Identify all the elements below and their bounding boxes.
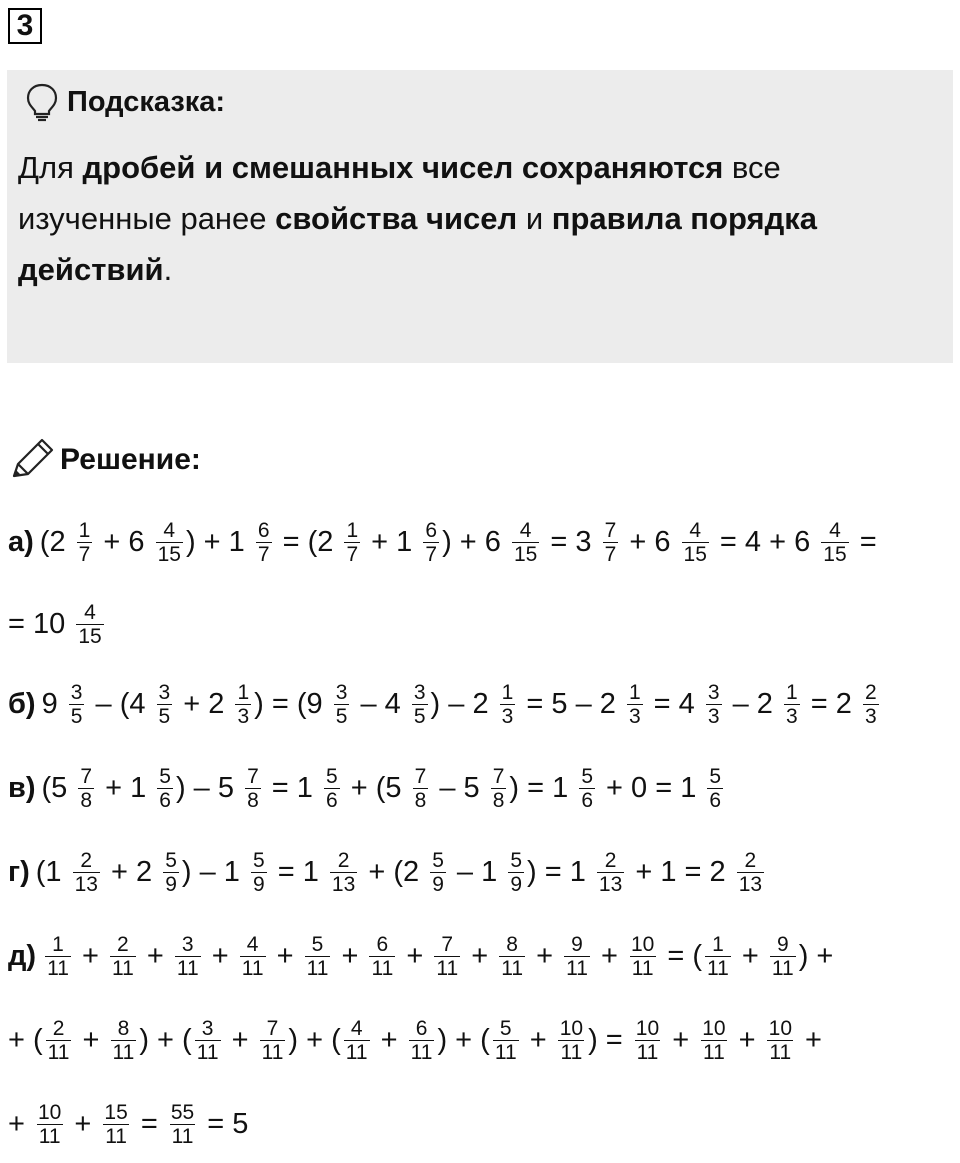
expression-text: – 2 [724, 687, 781, 720]
fraction [73, 849, 100, 896]
expression-text: = 4 [645, 687, 703, 720]
numerator: 6 [425, 518, 438, 542]
numerator: 8 [506, 932, 518, 956]
denominator: 15 [513, 542, 538, 566]
denominator: 6 [159, 788, 171, 812]
numerator: 3 [158, 680, 171, 704]
fraction [110, 933, 136, 980]
numerator: 3 [335, 680, 348, 704]
denominator: 11 [111, 956, 134, 980]
denominator: 11 [47, 1040, 70, 1064]
denominator: 13 [331, 872, 356, 896]
numerator: 4 [163, 518, 176, 542]
denominator: 11 [636, 1040, 659, 1064]
expression-text: + 1 = 2 [627, 855, 734, 888]
denominator: 11 [345, 1040, 368, 1064]
denominator: 3 [707, 704, 720, 728]
fraction [863, 681, 879, 728]
numerator: 1 [78, 518, 91, 542]
numerator: 7 [492, 764, 505, 788]
denominator: 11 [196, 1040, 219, 1064]
expression-text: + [138, 939, 172, 972]
denominator: 5 [335, 704, 348, 728]
denominator: 11 [707, 956, 729, 980]
hint-header [25, 82, 225, 122]
fraction [157, 765, 173, 812]
solution-line [8, 510, 877, 574]
fraction [603, 519, 619, 566]
fraction [512, 519, 539, 566]
hint-text-segment: Для [18, 150, 83, 185]
numerator: 3 [413, 680, 426, 704]
fraction [821, 519, 848, 566]
expression-text: ) – 1 [181, 855, 248, 888]
numerator: 4 [84, 600, 96, 624]
fraction [245, 765, 261, 812]
denominator: 7 [346, 542, 359, 566]
denominator: 7 [425, 542, 438, 566]
numerator: 10 [38, 1100, 62, 1124]
fraction [784, 681, 800, 728]
numerator: 9 [776, 932, 789, 956]
numerator: 3 [181, 932, 194, 956]
denominator: 11 [371, 956, 394, 980]
numerator: 1 [346, 518, 359, 542]
expression-text: = [851, 525, 877, 558]
numerator: 7 [80, 764, 93, 788]
numerator: 1 [237, 680, 250, 704]
expression-text: + [463, 939, 497, 972]
denominator: 15 [683, 542, 707, 566]
fraction [491, 765, 507, 812]
expression-text: = [132, 1107, 166, 1140]
task-number: 3 [8, 8, 42, 44]
expression-text: – 1 [448, 855, 506, 888]
numerator: 5 [252, 848, 265, 872]
denominator: 11 [176, 956, 199, 980]
numerator: 4 [350, 1016, 363, 1040]
denominator: 13 [74, 872, 98, 896]
denominator: 9 [252, 872, 265, 896]
fraction [195, 1017, 221, 1064]
numerator: 9 [571, 932, 583, 956]
numerator: 10 [768, 1016, 792, 1040]
fraction [413, 765, 429, 812]
expression-text: = 1 [263, 771, 321, 804]
expression-text: – 4 [352, 687, 409, 720]
expression-text: + [733, 939, 767, 972]
expression-text: – 5 [431, 771, 488, 804]
denominator: 11 [436, 956, 459, 980]
expression-text: = (2 [274, 525, 342, 558]
expression-text: + [333, 939, 367, 972]
fraction [111, 1017, 137, 1064]
hint-bold-text: правила порядка действий [18, 201, 818, 287]
numerator: 5 [311, 932, 324, 956]
denominator: 11 [631, 956, 654, 980]
numerator: 5 [510, 848, 522, 872]
numerator: 1 [52, 932, 64, 956]
numerator: 7 [441, 932, 454, 956]
pencil-icon [10, 436, 56, 485]
numerator: 2 [604, 848, 617, 872]
expression-text: (5 [41, 771, 76, 804]
denominator: 3 [786, 704, 798, 728]
expression-text: + 2 [175, 687, 233, 720]
expression-text: + (5 [342, 771, 410, 804]
fraction [579, 765, 595, 812]
expression-text: ) – 5 [175, 771, 243, 804]
denominator: 11 [47, 956, 69, 980]
fraction [69, 681, 85, 728]
denominator: 8 [80, 788, 93, 812]
numerator: 6 [376, 932, 389, 956]
fraction [707, 765, 723, 812]
fraction [770, 933, 796, 980]
numerator: 2 [744, 848, 757, 872]
denominator: 5 [158, 704, 171, 728]
denominator: 7 [78, 542, 91, 566]
lightbulb-icon [25, 82, 59, 122]
expression-text: 9 [41, 687, 66, 720]
expression-text: ) + ( [139, 1023, 192, 1056]
numerator: 5 [326, 764, 338, 788]
fraction [564, 933, 590, 980]
expression-text: + 1 [363, 525, 421, 558]
fraction [493, 1017, 519, 1064]
fraction [430, 849, 446, 896]
fraction [169, 1101, 196, 1148]
item-label: в) [8, 771, 36, 804]
denominator: 11 [769, 1040, 792, 1064]
expression-text: + [203, 939, 237, 972]
denominator: 3 [628, 704, 641, 728]
expression-text: + [73, 939, 107, 972]
expression-text: + [8, 1107, 33, 1140]
denominator: 15 [78, 624, 102, 648]
denominator: 3 [501, 704, 514, 728]
fraction [256, 519, 272, 566]
expression-text: ) = 1 [509, 771, 577, 804]
expression-text: ) + 1 [185, 525, 253, 558]
expression-text: = 3 [542, 525, 600, 558]
solution-line [8, 756, 726, 820]
expression-text: = 5 – 2 [518, 687, 624, 720]
denominator: 11 [261, 1040, 284, 1064]
item-label: г) [8, 855, 30, 888]
fraction [163, 849, 179, 896]
numerator: 5 [709, 764, 722, 788]
expression-text: + 1 [97, 771, 155, 804]
expression-text: + 6 [621, 525, 679, 558]
denominator: 11 [410, 1040, 433, 1064]
solution-line [8, 840, 767, 904]
expression-text: + [74, 1023, 108, 1056]
fraction [412, 681, 428, 728]
solution-line [8, 672, 882, 736]
numerator: 1 [628, 680, 641, 704]
item-label: б) [8, 687, 36, 720]
fraction [500, 681, 516, 728]
fraction [423, 519, 439, 566]
denominator: 11 [112, 1040, 135, 1064]
denominator: 7 [604, 542, 617, 566]
solution-title: Решение: [60, 443, 201, 476]
numerator: 7 [266, 1016, 279, 1040]
fraction [767, 1017, 794, 1064]
numerator: 7 [247, 764, 259, 788]
numerator: 1 [712, 932, 724, 956]
numerator: 4 [519, 518, 532, 542]
fraction [334, 681, 350, 728]
expression-text: = 2 [802, 687, 860, 720]
denominator: 6 [326, 788, 338, 812]
denominator: 11 [702, 1040, 725, 1064]
fraction [700, 1017, 727, 1064]
denominator: 11 [771, 956, 794, 980]
expression-text: + [398, 939, 432, 972]
expression-text: + [521, 1023, 555, 1056]
numerator: 10 [702, 1016, 726, 1040]
fraction [240, 933, 266, 980]
hint-title: Подсказка: [67, 85, 226, 118]
expression-text: ) – 2 [430, 687, 497, 720]
denominator: 8 [492, 788, 505, 812]
denominator: 13 [738, 872, 763, 896]
numerator: 3 [201, 1016, 214, 1040]
fraction [409, 1017, 435, 1064]
numerator: 2 [337, 848, 350, 872]
fraction [45, 933, 71, 980]
fraction [629, 933, 656, 980]
numerator: 4 [246, 932, 259, 956]
denominator: 8 [414, 788, 427, 812]
fraction [305, 933, 331, 980]
fraction [344, 1017, 370, 1064]
fraction [76, 601, 103, 648]
solution-line [8, 1008, 822, 1072]
numerator: 4 [689, 518, 702, 542]
expression-text: + [528, 939, 562, 972]
hint-box [7, 70, 953, 363]
numerator: 55 [170, 1100, 195, 1124]
expression-text: ) = 1 [527, 855, 594, 888]
fraction [78, 765, 94, 812]
numerator: 5 [432, 848, 444, 872]
denominator: 13 [598, 872, 623, 896]
numerator: 4 [829, 518, 841, 542]
expression-text: + [730, 1023, 764, 1056]
numerator: 5 [159, 764, 171, 788]
hint-bold-text: дробей и смешанных чисел сохраняются [82, 150, 724, 185]
denominator: 11 [306, 956, 329, 980]
fraction [324, 765, 340, 812]
hint-text-segment: . [163, 252, 173, 287]
expression-text: ) = (9 [254, 687, 331, 720]
solution-line [8, 1092, 248, 1156]
expression-text: + [372, 1023, 406, 1056]
fraction [369, 933, 395, 980]
fraction [156, 519, 183, 566]
expression-text: + (2 [360, 855, 428, 888]
expression-text: + [223, 1023, 257, 1056]
denominator: 3 [237, 704, 250, 728]
expression-text: ) + 6 [442, 525, 509, 558]
fraction [434, 933, 460, 980]
fraction [682, 519, 709, 566]
fraction [260, 1017, 286, 1064]
numerator: 6 [257, 518, 270, 542]
expression-text: (2 [39, 525, 74, 558]
fraction [344, 519, 360, 566]
expression-text: ) = [588, 1023, 631, 1056]
expression-text: = 1 [269, 855, 327, 888]
numerator: 5 [499, 1016, 512, 1040]
denominator: 11 [241, 956, 264, 980]
fraction [175, 933, 201, 980]
denominator: 7 [257, 542, 270, 566]
hint-text-segment: и [517, 201, 552, 236]
solution-header [10, 438, 201, 482]
fraction [157, 681, 173, 728]
fraction [102, 1101, 129, 1148]
item-label: а) [8, 525, 34, 558]
hint-text [18, 142, 918, 295]
denominator: 5 [70, 704, 83, 728]
denominator: 9 [510, 872, 522, 896]
fraction [77, 519, 93, 566]
denominator: 11 [501, 956, 524, 980]
fraction [737, 849, 764, 896]
numerator: 10 [630, 932, 655, 956]
expression-text: + [797, 1023, 822, 1056]
numerator: 6 [415, 1016, 428, 1040]
fraction [627, 681, 643, 728]
expression-text: ) + [798, 939, 834, 972]
numerator: 7 [604, 518, 617, 542]
fraction [36, 1101, 63, 1148]
denominator: 5 [413, 704, 426, 728]
denominator: 9 [165, 872, 177, 896]
solution-line [8, 592, 107, 656]
numerator: 1 [786, 680, 798, 704]
fraction [235, 681, 251, 728]
numerator: 10 [635, 1016, 660, 1040]
expression-text: ) + ( [288, 1023, 341, 1056]
expression-text: (1 [35, 855, 70, 888]
denominator: 11 [494, 1040, 517, 1064]
item-label: д) [8, 939, 37, 972]
expression-text: + ( [8, 1023, 43, 1056]
fraction [706, 681, 722, 728]
fraction [251, 849, 267, 896]
denominator: 11 [171, 1124, 194, 1148]
fraction [46, 1017, 72, 1064]
denominator: 11 [566, 956, 588, 980]
fraction [558, 1017, 585, 1064]
denominator: 15 [157, 542, 181, 566]
numerator: 2 [864, 680, 877, 704]
expression-text: = 10 [8, 607, 74, 640]
numerator: 2 [80, 848, 93, 872]
numerator: 3 [70, 680, 83, 704]
denominator: 11 [105, 1124, 127, 1148]
denominator: 6 [709, 788, 722, 812]
numerator: 7 [414, 764, 427, 788]
denominator: 9 [432, 872, 444, 896]
denominator: 8 [247, 788, 259, 812]
fraction [597, 849, 624, 896]
denominator: 15 [823, 542, 847, 566]
fraction [499, 933, 525, 980]
expression-text: + [592, 939, 626, 972]
numerator: 3 [707, 680, 720, 704]
denominator: 6 [581, 788, 593, 812]
numerator: 5 [165, 848, 177, 872]
fraction [330, 849, 357, 896]
numerator: 2 [117, 932, 129, 956]
expression-text: = ( [659, 939, 703, 972]
expression-text: + 6 [95, 525, 153, 558]
hint-text-segment: все изученные ранее [18, 150, 781, 236]
denominator: 11 [560, 1040, 583, 1064]
hint-bold-text: свойства чисел [275, 201, 518, 236]
expression-text: – (4 [87, 687, 154, 720]
fraction [705, 933, 731, 980]
expression-text: = 5 [199, 1107, 249, 1140]
expression-text: = 4 + 6 [711, 525, 819, 558]
denominator: 11 [38, 1124, 61, 1148]
expression-text: + [268, 939, 302, 972]
expression-text: ) + ( [437, 1023, 490, 1056]
numerator: 5 [581, 764, 593, 788]
fraction [634, 1017, 661, 1064]
numerator: 10 [559, 1016, 584, 1040]
numerator: 8 [117, 1016, 130, 1040]
expression-text: + 0 = 1 [598, 771, 705, 804]
fraction [508, 849, 524, 896]
expression-text: + 2 [102, 855, 161, 888]
numerator: 2 [52, 1016, 65, 1040]
expression-text: + [66, 1107, 100, 1140]
denominator: 3 [864, 704, 877, 728]
numerator: 15 [104, 1100, 128, 1124]
solution-line [8, 924, 833, 988]
expression-text: + [664, 1023, 698, 1056]
numerator: 1 [501, 680, 514, 704]
